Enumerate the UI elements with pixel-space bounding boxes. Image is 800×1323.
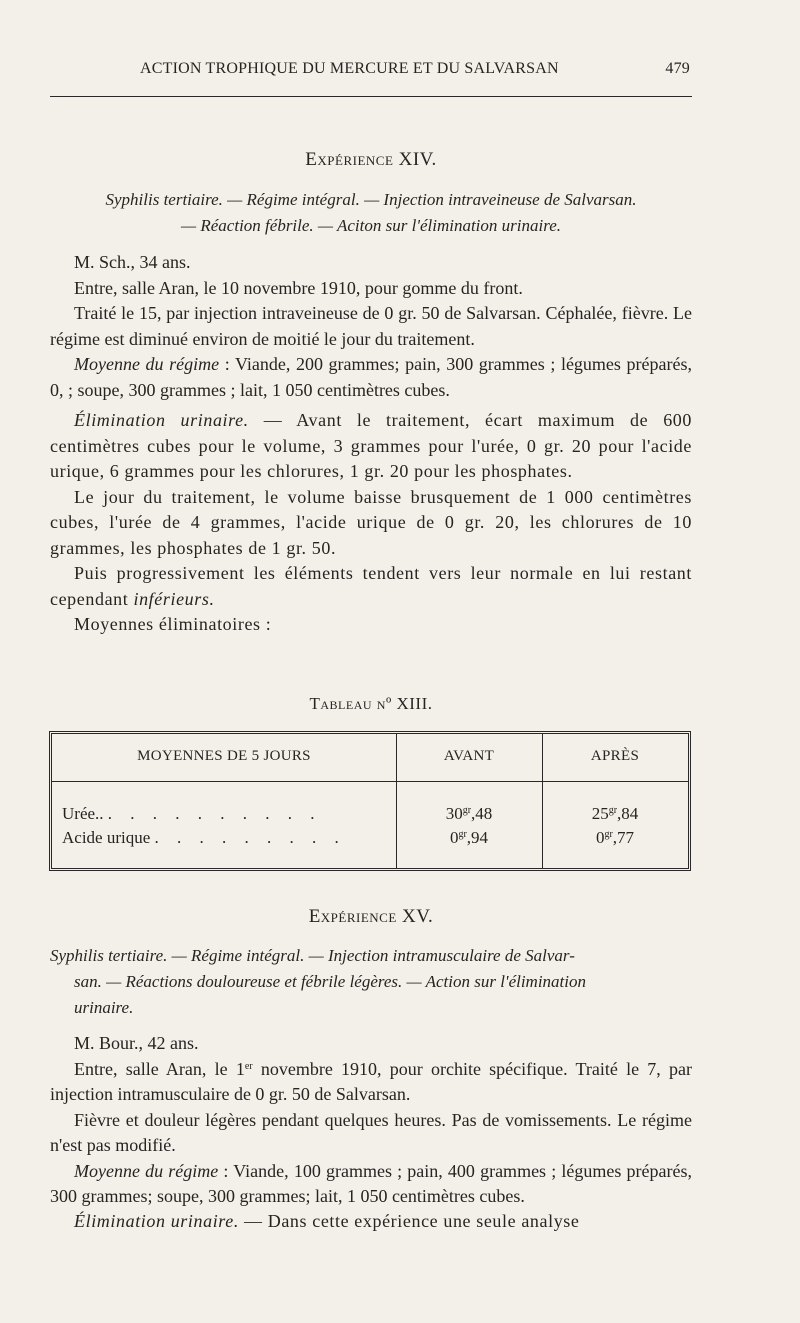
experience-15-elimination [50,1209,692,1235]
diet-text: : Viande, 100 grammes ; pain, 400 grammes ; légumes préparés, 300 grammes; soupe, 300 grammes; lait, 1 050 centimètres cubes. [50,1160,692,1206]
value-int: 25 [591,804,609,823]
experience-14-elimination [50,408,692,638]
value-int: 30 [445,804,463,823]
paragraph: Le jour du traitement, le volume baisse brusquement de 1 000 centimètres cubes, l'urée de 4 grammes, l'acide urique de 0 gr. 20, les chlorures de 10 grammes, les phosphates de 1 gr. 50. [50,486,692,558]
patient-line: M. Sch., 34 ans. [74,252,191,272]
paragraph [50,561,692,612]
elimination-label: Élimination urinaire. [74,410,249,430]
paragraph-text: novembre 1910, pour orchite spécifique. Traité le 7, par injection intramusculaire de 0 gr. 50 de Salvarsan. [50,1058,692,1104]
subtitle-line: urinaire. [74,998,134,1017]
diet-paragraph [50,352,692,403]
page-number: 479 [665,60,690,77]
running-head-title: ACTION TROPHIQUE DU MERCURE ET DU SALVARSAN [140,60,559,77]
experience-15-body [50,1031,692,1210]
table-header-cell: AVANT [443,748,495,764]
table-cell-avant [396,804,542,824]
row-label-text: Urée.. [62,804,104,823]
table-cell-apres [542,828,688,848]
elimination-paragraph [50,1209,692,1235]
value-dec: ,48 [471,804,493,823]
table-header-cell: APRÈS [590,748,640,764]
leader-dots: . . . . . . . . . . [107,804,322,823]
running-head [50,60,692,86]
experience-15-title: Expérience XV. [308,906,434,927]
leader-dots: . . . . . . . . . [154,828,346,847]
experience-15-subtitle [50,943,692,1021]
value-dec: ,77 [612,828,635,847]
value-dec: ,94 [466,828,489,847]
patient-line: M. Bour., 42 ans. [74,1033,199,1053]
diet-label: Moyenne du régime [74,1160,219,1181]
experience-14-subtitle [50,187,692,239]
paragraph: Entre, salle Aran, le 10 novembre 1910, pour gomme du front. [74,277,523,298]
subtitle-line: Syphilis tertiaire. — Régime intégral. — Injection intraveineuse de Salvarsan. [105,190,637,209]
experience-14-body [50,250,692,403]
diet-text: : Viande, 200 grammes; pain, 300 grammes ; légumes préparés, 0, ; soupe, 300 grammes ; lait, 1 050 centimètres cubes. [50,354,692,400]
elimination-text: — Dans cette expérience une seule analyse [238,1211,580,1231]
elimination-paragraph [50,408,692,485]
subtitle-line: — Réaction fébrile. — Aciton sur l'élimination urinaire. [181,216,561,235]
experience-14-title: Expérience XIV. [305,149,437,170]
elimination-label: Élimination urinaire. [74,1211,239,1231]
value-int: 0 [449,828,459,847]
table-cell-apres [542,804,688,824]
row-label-text: Acide urique [62,828,151,847]
paragraph-text: Puis progressivement les éléments tendent vers leur normale en lui restant cependant [50,563,692,609]
header-rule [50,96,692,97]
value-unit: gr [462,805,472,816]
value-unit: gr [608,805,618,816]
paragraph: Fièvre et douleur légères pendant quelques heures. Pas de vomissements. Le régime n'est pas modifié. [50,1109,692,1155]
subtitle-line: Syphilis tertiaire. — Régime intégral. — Injection intramusculaire de Salvar- [50,946,575,965]
diet-paragraph [50,1159,692,1210]
table-row-label [62,828,346,848]
value-unit: gr [458,829,467,840]
data-table [49,731,691,871]
ordinal-sup: er [244,1060,253,1072]
table-caption: Tableau nº XIII. [309,694,433,713]
paragraph [50,1057,692,1108]
table-row-label [62,804,322,824]
paragraph: Moyennes éliminatoires : [74,614,272,634]
paragraph-italic: inférieurs. [133,588,215,609]
elimination-text: — Avant le traitement, écart maximum de 600 centimètres cubes pour le volume, 3 grammes pour l'urée, 0 gr. 20 pour l'acide urique, 6 grammes pour les chlorures, 1 gr. 20 pour les phosphates. [50,410,692,481]
value-unit: gr [604,829,613,840]
diet-label: Moyenne du régime [74,354,220,374]
value-int: 0 [595,828,605,847]
value-dec: ,84 [617,804,639,823]
paragraph: Traité le 15, par injection intraveineuse de 0 gr. 50 de Salvarsan. Céphalée, fièvre. Le régime est diminué environ de moitié le jour du traitement. [50,303,692,349]
paragraph-text: Entre, salle Aran, le 1 [74,1058,245,1079]
subtitle-line: san. — Réactions douloureuse et fébrile légères. — Action sur l'élimination [74,972,587,991]
table-cell-avant [396,828,542,848]
table-header-cell: MOYENNES DE 5 JOURS [137,748,311,764]
